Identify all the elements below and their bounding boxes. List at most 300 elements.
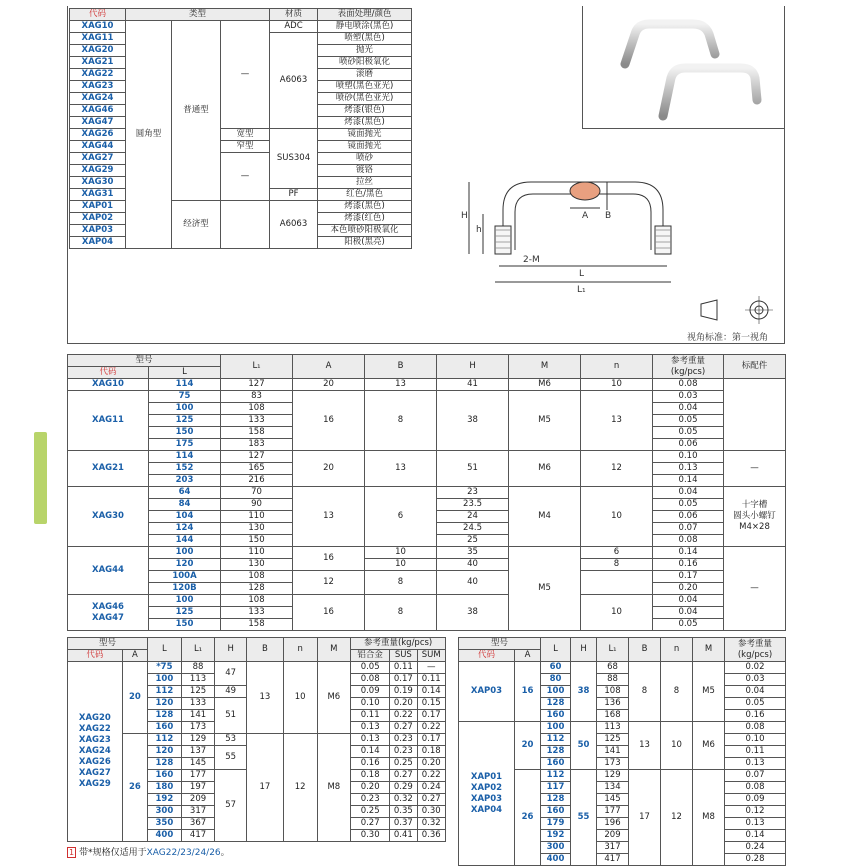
- weight-alum: 0.08: [351, 674, 390, 686]
- weight-cell: 0.10: [725, 734, 786, 746]
- weight-cell: 0.14: [653, 547, 724, 559]
- weight-alum: 0.23: [351, 794, 390, 806]
- H-cell: 51: [215, 698, 247, 734]
- weight-sum: 0.36: [417, 830, 446, 842]
- A-cell: 20: [293, 451, 365, 487]
- M-cell: M8: [317, 734, 351, 842]
- code-cell: XAG46: [70, 105, 126, 117]
- weight-sus: 0.23: [390, 746, 417, 758]
- col-L1: L₁: [221, 355, 293, 379]
- weight-alum: 0.16: [351, 758, 390, 770]
- L1-cell: 88: [181, 662, 215, 674]
- M-cell: M6: [693, 722, 725, 770]
- acc-cell: —: [724, 547, 786, 631]
- dim-h: h: [476, 225, 482, 235]
- weight-sum: 0.30: [417, 806, 446, 818]
- dim-L1: L₁: [577, 285, 586, 295]
- weight-alum: 0.11: [351, 710, 390, 722]
- n-cell: 12: [661, 770, 693, 866]
- L-cell: 64: [149, 487, 221, 499]
- footnote-mark: 1: [69, 848, 75, 857]
- weight-alum: 0.05: [351, 662, 390, 674]
- col-sum: SUM: [417, 650, 446, 662]
- code-list: XAP01 XAP02 XAP03 XAP04: [459, 722, 515, 866]
- M-cell: M6: [509, 451, 581, 487]
- L-cell: 128: [541, 794, 571, 806]
- col-L1: L₁: [597, 638, 629, 662]
- type-common: 普通型: [172, 21, 221, 201]
- col-H: H: [437, 355, 509, 379]
- finish-cell: 镜面抛光: [318, 129, 412, 141]
- L1-cell: 110: [221, 547, 293, 559]
- L1-cell: 216: [221, 475, 293, 487]
- L1-cell: 317: [597, 842, 629, 854]
- finish-cell: 拉丝: [318, 177, 412, 189]
- col-L: L: [148, 638, 182, 662]
- L-cell: 117: [541, 782, 571, 794]
- weight-cell: 0.05: [725, 698, 786, 710]
- weight-alum: 0.27: [351, 818, 390, 830]
- weight-alum: 0.20: [351, 782, 390, 794]
- M-cell: M5: [509, 547, 581, 631]
- L1-cell: 133: [221, 607, 293, 619]
- n-cell: 12: [581, 451, 653, 487]
- H-cell: 41: [437, 379, 509, 391]
- L-cell: 160: [541, 710, 571, 722]
- weight-sus: 0.23: [390, 734, 417, 746]
- L1-cell: 83: [221, 391, 293, 403]
- code-cell: XAG27: [70, 153, 126, 165]
- L1-cell: 125: [181, 686, 215, 698]
- finish-cell: 镀铬: [318, 165, 412, 177]
- L-cell: 350: [148, 818, 182, 830]
- code-cell: XAG22: [70, 69, 126, 81]
- weight-cell: 0.04: [725, 686, 786, 698]
- L-cell: 128: [541, 746, 571, 758]
- weight-sus: 0.41: [390, 830, 417, 842]
- weight-sus: 0.29: [390, 782, 417, 794]
- L1-cell: 70: [221, 487, 293, 499]
- L1-cell: 133: [221, 415, 293, 427]
- n-cell: 10: [661, 722, 693, 770]
- weight-cell: 0.14: [725, 830, 786, 842]
- weight-sus: 0.27: [390, 770, 417, 782]
- B-cell: 6: [365, 487, 437, 547]
- code-cell: XAG20: [70, 45, 126, 57]
- weight-sus: 0.37: [390, 818, 417, 830]
- finish-cell: 镜面抛光: [318, 141, 412, 153]
- B-cell: 13: [365, 379, 437, 391]
- spec-table-main: [67, 354, 786, 631]
- L-cell: 80: [541, 674, 571, 686]
- weight-sum: 0.22: [417, 722, 446, 734]
- L-cell: 104: [149, 511, 221, 523]
- L1-cell: 173: [181, 722, 215, 734]
- B-cell: 13: [365, 451, 437, 487]
- code-list: XAG20 XAG22 XAG23 XAG24 XAG26 XAG27 XAG29: [68, 662, 123, 842]
- L1-cell: 68: [597, 662, 629, 674]
- col-alum: 铝合金: [351, 650, 390, 662]
- L-cell: 120B: [149, 583, 221, 595]
- H-cell: 24: [437, 511, 509, 523]
- n-cell: 10: [581, 487, 653, 547]
- material-a6063: A6063: [270, 33, 318, 129]
- weight-sus: 0.22: [390, 710, 417, 722]
- footnote-end: 。: [220, 848, 230, 858]
- footnote-codes: XAG22/23/24/26: [146, 848, 221, 858]
- code-cell: XAP04: [70, 237, 126, 249]
- type-economy: 经济型: [172, 201, 221, 249]
- type-dash: [221, 201, 270, 249]
- col-A: A: [515, 650, 541, 662]
- finish-cell: 烤漆(银色): [318, 105, 412, 117]
- H-cell: 55: [571, 770, 597, 866]
- A-cell: 26: [515, 770, 541, 866]
- H-cell: 38: [437, 391, 509, 451]
- L1-cell: 173: [597, 758, 629, 770]
- A-cell: 16: [293, 595, 365, 631]
- L1-cell: 133: [181, 698, 215, 710]
- M-cell: M8: [693, 770, 725, 866]
- A-cell: 16: [515, 662, 541, 722]
- type-narrow: 窄型: [221, 141, 270, 153]
- weight-sum: 0.18: [417, 746, 446, 758]
- col-M: M: [693, 638, 725, 662]
- L-cell: 112: [148, 686, 182, 698]
- H-cell: 23.5: [437, 499, 509, 511]
- code-cell: XAG10: [70, 21, 126, 33]
- col-A: A: [293, 355, 365, 379]
- weight-sum: 0.32: [417, 818, 446, 830]
- n-cell: 10: [581, 379, 653, 391]
- code-cell: XAG30: [70, 177, 126, 189]
- code-cell: XAG26: [70, 129, 126, 141]
- finish-cell: 本色喷砂阳极氧化: [318, 225, 412, 237]
- L1-cell: 177: [181, 770, 215, 782]
- col-H: H: [571, 638, 597, 662]
- n-cell: 10: [581, 595, 653, 631]
- material-adc: ADC: [270, 21, 318, 33]
- code-cell: XAP03: [459, 662, 515, 722]
- weight-cell: 0.08: [653, 379, 724, 391]
- H-cell: 57: [215, 770, 247, 842]
- weight-cell: 0.05: [653, 499, 724, 511]
- product-photo: [582, 6, 785, 129]
- weight-cell: 0.03: [653, 391, 724, 403]
- A-cell: 26: [122, 734, 147, 842]
- H-cell: 40: [437, 571, 509, 595]
- L-cell: 144: [149, 535, 221, 547]
- weight-alum: 0.18: [351, 770, 390, 782]
- L-cell: 160: [148, 722, 182, 734]
- L-cell: 125: [149, 415, 221, 427]
- col-B: B: [365, 355, 437, 379]
- L1-cell: 417: [181, 830, 215, 842]
- type-wide: 宽型: [221, 129, 270, 141]
- B-cell: 8: [365, 391, 437, 451]
- weight-cell: 0.06: [653, 439, 724, 451]
- L1-cell: 90: [221, 499, 293, 511]
- code-cell: XAG31: [70, 189, 126, 201]
- weight-cell: 0.05: [653, 619, 724, 631]
- col-model: 型号: [68, 638, 148, 650]
- L-cell: 112: [148, 734, 182, 746]
- code-cell: XAP01: [70, 201, 126, 213]
- M-cell: M5: [509, 391, 581, 451]
- L-cell: 300: [148, 806, 182, 818]
- L-cell: 124: [149, 523, 221, 535]
- weight-sus: 0.32: [390, 794, 417, 806]
- L1-cell: 183: [221, 439, 293, 451]
- weight-alum: 0.14: [351, 746, 390, 758]
- weight-sus: 0.35: [390, 806, 417, 818]
- L1-cell: 197: [181, 782, 215, 794]
- L-cell: 128: [148, 758, 182, 770]
- M-cell: M6: [509, 379, 581, 391]
- weight-sus: 0.17: [390, 674, 417, 686]
- code-cell: XAG24: [70, 93, 126, 105]
- L1-cell: 129: [597, 770, 629, 782]
- col-finish: 表面处理/颜色: [318, 9, 412, 21]
- L-cell: 400: [541, 854, 571, 866]
- col-n: n: [661, 638, 693, 662]
- weight-sum: —: [417, 662, 446, 674]
- weight-cell: 0.07: [725, 770, 786, 782]
- L-cell: *75: [148, 662, 182, 674]
- B-cell: 10: [365, 547, 437, 559]
- n-cell: 8: [661, 662, 693, 722]
- n-cell: 13: [581, 391, 653, 451]
- L1-cell: 130: [221, 559, 293, 571]
- weight-cell: 0.17: [653, 571, 724, 583]
- weight-cell: 0.04: [653, 595, 724, 607]
- A-cell: 12: [293, 571, 365, 595]
- L-cell: 203: [149, 475, 221, 487]
- acc-cell: —: [724, 451, 786, 487]
- dim-L: L: [579, 269, 585, 279]
- col-n: n: [283, 638, 317, 662]
- finish-cell: 红色/黑色: [318, 189, 412, 201]
- code-cell: XAG29: [70, 165, 126, 177]
- n-cell: [581, 571, 653, 595]
- L-cell: 100: [541, 686, 571, 698]
- L-cell: 100: [541, 722, 571, 734]
- weight-sum: 0.15: [417, 698, 446, 710]
- H-cell: 35: [437, 547, 509, 559]
- material-sus304: SUS304: [270, 129, 318, 189]
- L1-cell: 128: [221, 583, 293, 595]
- L-cell: 112: [541, 734, 571, 746]
- L1-cell: 88: [597, 674, 629, 686]
- B-cell: 10: [365, 559, 437, 571]
- weight-sum: 0.14: [417, 686, 446, 698]
- L-cell: 175: [149, 439, 221, 451]
- A-cell: 20: [122, 662, 147, 734]
- col-material: 材质: [270, 9, 318, 21]
- L1-cell: 145: [181, 758, 215, 770]
- L-cell: 180: [148, 782, 182, 794]
- L-cell: 192: [148, 794, 182, 806]
- L-cell: 112: [541, 770, 571, 782]
- col-B: B: [246, 638, 283, 662]
- material-a6063b: A6063: [270, 201, 318, 249]
- weight-cell: 0.08: [653, 535, 724, 547]
- L1-cell: 367: [181, 818, 215, 830]
- dim-A: A: [582, 211, 589, 221]
- L1-cell: 136: [597, 698, 629, 710]
- L1-cell: 145: [597, 794, 629, 806]
- L-cell: 120: [148, 746, 182, 758]
- L1-cell: 127: [221, 451, 293, 463]
- H-cell: 40: [437, 559, 509, 571]
- finish-cell: 滚磨: [318, 69, 412, 81]
- L1-cell: 141: [597, 746, 629, 758]
- L1-cell: 108: [221, 571, 293, 583]
- weight-sus: 0.19: [390, 686, 417, 698]
- weight-sum: 0.17: [417, 710, 446, 722]
- col-code: 代码: [68, 650, 123, 662]
- finish-cell: 喷砂: [318, 153, 412, 165]
- L1-cell: 130: [221, 523, 293, 535]
- L1-cell: 113: [181, 674, 215, 686]
- A-cell: 13: [293, 487, 365, 547]
- B-cell: 17: [629, 770, 661, 866]
- L-cell: 120: [148, 698, 182, 710]
- L-cell: 114: [149, 379, 221, 391]
- type-dash: —: [221, 21, 270, 129]
- finish-cell: 静电喷涂(黑色): [318, 21, 412, 33]
- weight-cell: 0.13: [653, 463, 724, 475]
- L1-cell: 108: [597, 686, 629, 698]
- weight-cell: 0.04: [653, 607, 724, 619]
- L1-cell: 158: [221, 619, 293, 631]
- B-cell: 13: [629, 722, 661, 770]
- dim-H: H: [461, 211, 468, 221]
- A-cell: 20: [515, 722, 541, 770]
- finish-cell: 喷砂(黑色亚光): [318, 93, 412, 105]
- weight-alum: 0.10: [351, 698, 390, 710]
- col-L: L: [149, 367, 221, 379]
- weight-cell: 0.14: [653, 475, 724, 487]
- L1-cell: 209: [597, 830, 629, 842]
- H-cell: 24.5: [437, 523, 509, 535]
- finish-cell: 抛光: [318, 45, 412, 57]
- B-cell: 8: [365, 595, 437, 631]
- L-cell: 152: [149, 463, 221, 475]
- H-cell: 49: [215, 686, 247, 698]
- footnote-text: 带*规格仅适用于: [79, 848, 147, 858]
- weight-cell: 0.04: [653, 403, 724, 415]
- code-cell: XAG11: [70, 33, 126, 45]
- code-cell: XAP03: [70, 225, 126, 237]
- L-cell: 300: [541, 842, 571, 854]
- weight-sus: 0.25: [390, 758, 417, 770]
- type-dash: —: [221, 153, 270, 201]
- A-cell: 16: [293, 391, 365, 451]
- L1-cell: 108: [221, 595, 293, 607]
- B-cell: 13: [246, 662, 283, 734]
- code-cell: XAP02: [70, 213, 126, 225]
- H-cell: 38: [571, 662, 597, 722]
- L-cell: 100: [149, 403, 221, 415]
- L-cell: 150: [149, 427, 221, 439]
- weight-cell: 0.20: [653, 583, 724, 595]
- n-cell: 6: [581, 547, 653, 559]
- L-cell: 160: [541, 806, 571, 818]
- L-cell: 75: [149, 391, 221, 403]
- H-cell: 53: [215, 734, 247, 746]
- weight-sus: 0.27: [390, 722, 417, 734]
- spec-table-xag20: [67, 637, 446, 842]
- L1-cell: 209: [181, 794, 215, 806]
- weight-cell: 0.05: [653, 427, 724, 439]
- B-cell: 8: [629, 662, 661, 722]
- col-H: H: [215, 638, 247, 662]
- dim-2M: 2-M: [523, 255, 540, 265]
- L1-cell: 165: [221, 463, 293, 475]
- finish-cell: 烤漆(黑色): [318, 117, 412, 129]
- code-cell: XAG23: [70, 81, 126, 93]
- finish-cell: 烤漆(黑色): [318, 201, 412, 213]
- col-model: 型号: [68, 355, 221, 367]
- weight-sum: 0.22: [417, 770, 446, 782]
- weight-cell: 0.02: [725, 662, 786, 674]
- finish-cell: 喷砂阳极氧化: [318, 57, 412, 69]
- col-M: M: [317, 638, 351, 662]
- weight-sus: 0.20: [390, 698, 417, 710]
- col-M: M: [509, 355, 581, 379]
- L-cell: 100: [149, 547, 221, 559]
- weight-alum: 0.09: [351, 686, 390, 698]
- code-cell: XAG11: [68, 391, 149, 451]
- code-cell: XAG44: [68, 547, 149, 595]
- col-code: 代码: [459, 650, 515, 662]
- code-cell: XAG46 XAG47: [68, 595, 149, 631]
- weight-cell: 0.09: [725, 794, 786, 806]
- H-cell: 47: [215, 662, 247, 686]
- L-cell: 100: [148, 674, 182, 686]
- weight-cell: 0.08: [725, 782, 786, 794]
- weight-cell: 0.07: [653, 523, 724, 535]
- weight-cell: 0.08: [725, 722, 786, 734]
- weight-cell: 0.13: [725, 818, 786, 830]
- finish-cell: 阳极(黑亮): [318, 237, 412, 249]
- L1-cell: 129: [181, 734, 215, 746]
- weight-cell: 0.16: [725, 710, 786, 722]
- weight-alum: 0.13: [351, 722, 390, 734]
- weight-cell: 0.11: [725, 746, 786, 758]
- weight-cell: 0.04: [653, 487, 724, 499]
- L1-cell: 110: [221, 511, 293, 523]
- weight-cell: 0.13: [725, 758, 786, 770]
- col-n: n: [581, 355, 653, 379]
- col-A: A: [122, 650, 147, 662]
- code-cell: XAG10: [68, 379, 149, 391]
- L1-cell: 196: [597, 818, 629, 830]
- L-cell: 192: [541, 830, 571, 842]
- code-cell: XAG44: [70, 141, 126, 153]
- L-cell: 179: [541, 818, 571, 830]
- L1-cell: 141: [181, 710, 215, 722]
- weight-sum: 0.17: [417, 734, 446, 746]
- L-cell: 120: [149, 559, 221, 571]
- L1-cell: 158: [221, 427, 293, 439]
- col-type: 类型: [126, 9, 270, 21]
- col-code: 代码: [68, 367, 149, 379]
- dim-B: B: [605, 211, 612, 221]
- H-cell: 38: [437, 595, 509, 631]
- code-cell: XAG21: [70, 57, 126, 69]
